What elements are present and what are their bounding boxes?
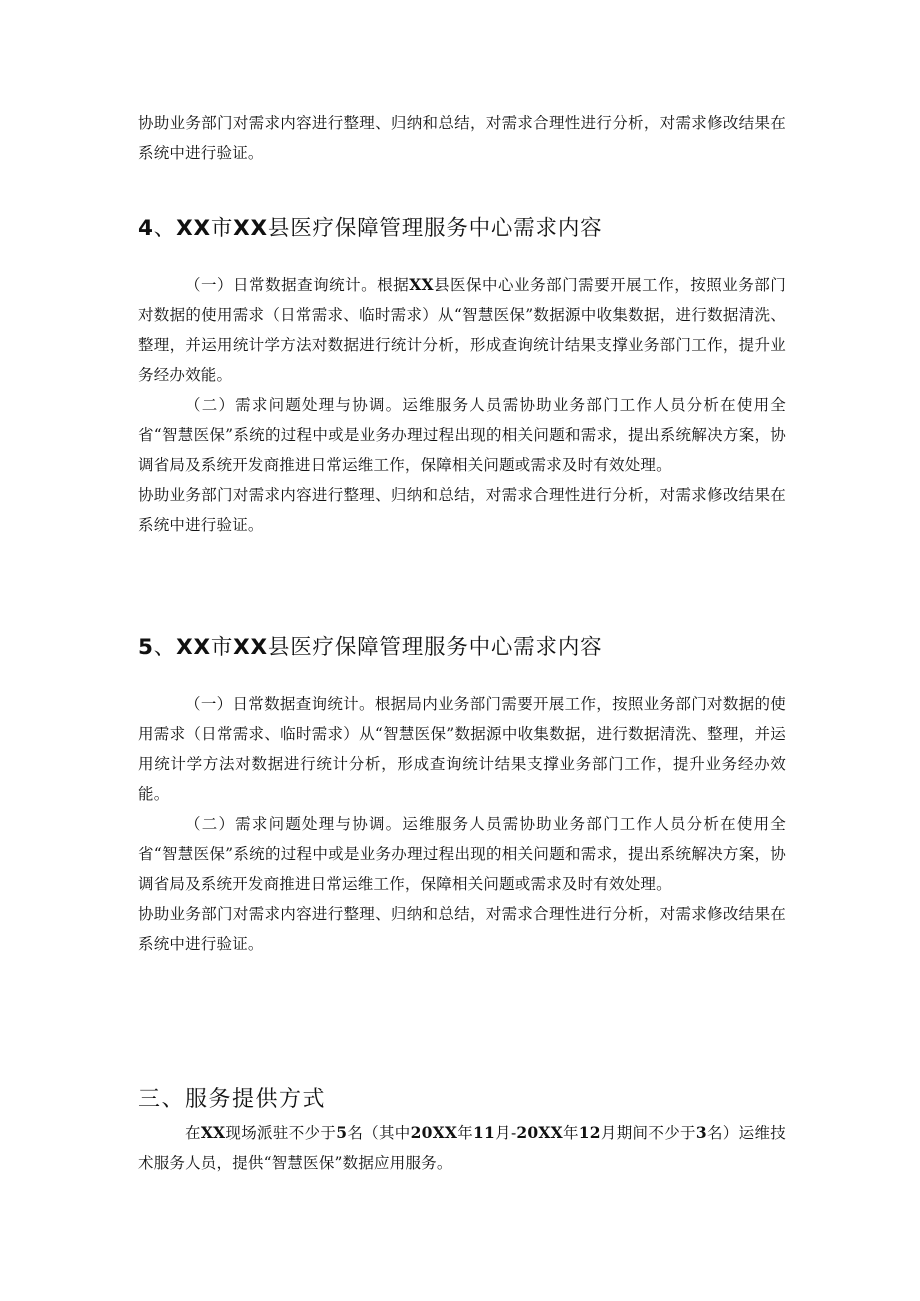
section-4-heading bbox=[138, 211, 838, 242]
section-three-paragraph bbox=[138, 1118, 786, 1178]
section-4-paragraph-3: 协助业务部门对需求内容进行整理、归纳和总结，对需求合理性进行分析，对需求修改结果在系统中进行验证。 bbox=[138, 486, 786, 534]
section-5-city-label: 市 bbox=[210, 635, 234, 660]
continuation-paragraph-block bbox=[138, 108, 786, 168]
st-month-end: 12 bbox=[578, 1123, 601, 1142]
continuation-paragraph: 协助业务部门对需求内容进行整理、归纳和总结，对需求合理性进行分析，对需求修改结果在系统中进行验证。 bbox=[138, 114, 786, 162]
section-5-heading-rest: 县医疗保障管理服务中心需求内容 bbox=[267, 635, 603, 660]
section-4-paragraph-1 bbox=[138, 270, 786, 390]
section-5-paragraph-3: 协助业务部门对需求内容进行整理、归纳和总结，对需求合理性进行分析，对需求修改结果在系统中进行验证。 bbox=[138, 905, 786, 953]
section-4-p1-tail: 县医保中心业务部门需要开展工作，按照业务部门对数据的使用需求（日常需求、临时需求）从“智慧医保”数据源中收集数据，进行数据清洗、整理，并运用统计学方法对数据进行统计分析，形成查询统计结果支撑业务部门工作，提升业务经办效能。 bbox=[138, 276, 786, 384]
section-5-number: 5 bbox=[138, 635, 154, 660]
section-4-heading-rest: 县医疗保障管理服务中心需求内容 bbox=[267, 216, 603, 241]
section-4-number: 4 bbox=[138, 216, 154, 241]
st-o: 名）运维技术服务人员，提供“智慧医保”数据应用服务。 bbox=[138, 1124, 786, 1172]
st-i: 月- bbox=[495, 1124, 517, 1142]
st-location-placeholder: XX bbox=[200, 1123, 226, 1142]
section-three-body bbox=[138, 1118, 786, 1178]
section-4-body bbox=[138, 270, 786, 540]
st-k: 年 bbox=[562, 1124, 579, 1142]
st-count-period: 3 bbox=[695, 1123, 707, 1142]
section-5-paragraph-1: （一）日常数据查询统计。根据局内业务部门需要开展工作，按照业务部门对数据的使用需求（日常需求、临时需求）从“智慧医保”数据源中收集数据，进行数据清洗、整理，并运用统计学方法对数据进行统计分析，形成查询统计结果支撑业务部门工作，提升业务经办效能。 bbox=[138, 695, 786, 803]
section-4-p1-placeholder: XX bbox=[409, 275, 434, 294]
st-g: 年 bbox=[457, 1124, 474, 1142]
section-4-city-placeholder: XX bbox=[176, 216, 211, 241]
section-4-county-placeholder: XX bbox=[233, 216, 268, 241]
st-year-end: 20XX bbox=[516, 1123, 563, 1142]
section-5-separator: 、 bbox=[153, 635, 177, 660]
section-5-county-placeholder: XX bbox=[233, 635, 268, 660]
st-c: 现场派驻不少于 bbox=[225, 1124, 337, 1142]
st-month-start: 11 bbox=[473, 1123, 495, 1142]
st-m: 月期间不少于 bbox=[600, 1124, 696, 1142]
section-5-paragraph-2: （二）需求问题处理与协调。运维服务人员需协助业务部门工作人员分析在使用全省“智慧医保”系统的过程中或是业务办理过程出现的相关问题和需求，提出系统解决方案，协调省局及系统开发商推进日常运维工作，保障相关问题或需求及时有效处理。 bbox=[138, 815, 786, 893]
st-a: 在 bbox=[185, 1124, 201, 1142]
section-three-title: 三、服务提供方式 bbox=[138, 1087, 327, 1112]
section-5-body bbox=[138, 689, 786, 959]
st-count-total: 5 bbox=[336, 1123, 348, 1142]
section-4-city-label: 市 bbox=[210, 216, 234, 241]
section-4-paragraph-2: （二）需求问题处理与协调。运维服务人员需协助业务部门工作人员分析在使用全省“智慧医保”系统的过程中或是业务办理过程出现的相关问题和需求，提出系统解决方案，协调省局及系统开发商推进日常运维工作，保障相关问题或需求及时有效处理。 bbox=[138, 396, 786, 474]
section-5-heading bbox=[138, 630, 838, 661]
section-4-separator: 、 bbox=[153, 216, 177, 241]
st-year-start: 20XX bbox=[410, 1123, 458, 1142]
section-4-p1-lead: （一）日常数据查询统计。根据 bbox=[185, 276, 410, 294]
section-5-city-placeholder: XX bbox=[176, 635, 211, 660]
st-e: 名（其中 bbox=[347, 1124, 411, 1142]
